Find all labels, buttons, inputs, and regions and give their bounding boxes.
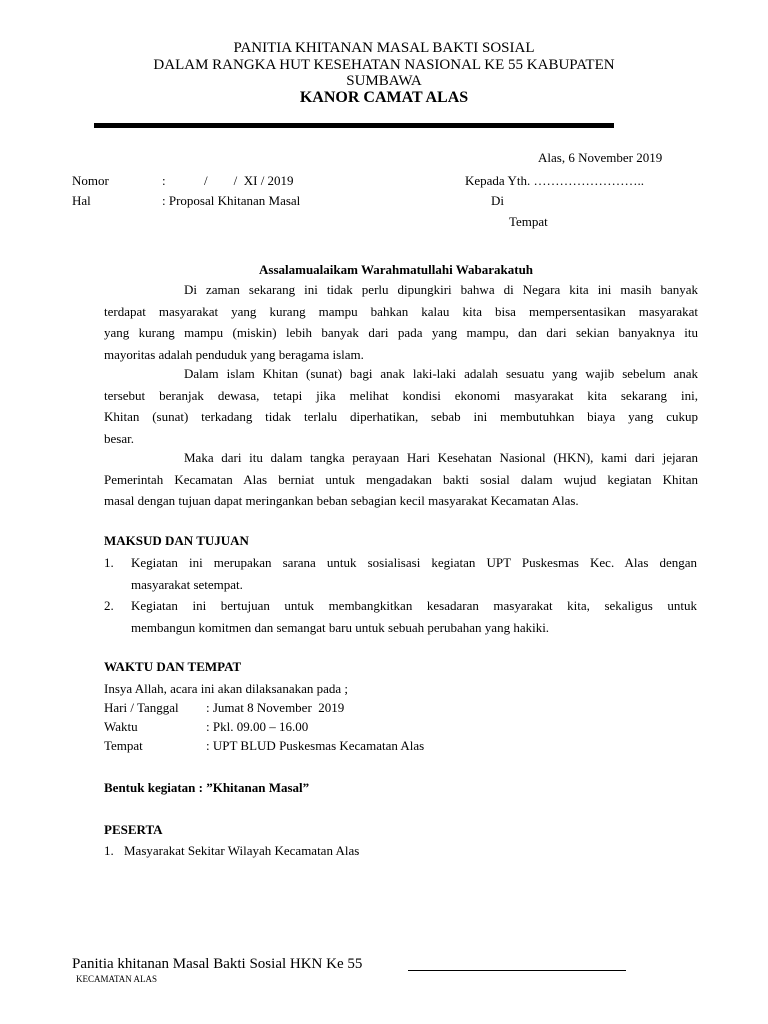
salam-greeting: Assalamualaikam Warahmatullahi Wabarakatuh xyxy=(259,262,534,277)
hal-value: : Proposal Khitanan Masal xyxy=(162,193,301,208)
schedule-label: Hari / Tanggal xyxy=(104,700,179,715)
schedule-value: : Jumat 8 November 2019 xyxy=(206,700,345,715)
paragraph-line: yang kurang mampu (miskin) lebih banyak dari pada yang mampu, dan dari sekian banyaknya itu xyxy=(104,325,698,340)
paragraph-line: Di zaman sekarang ini tidak perlu dipungkiri bahwa di Negara kita ini masih banyak xyxy=(184,282,698,297)
paragraph-line: tersebut beranjak dewasa, tetapi jika melihat kondisi ekonomi masyarakat kita sekarang ini, xyxy=(104,387,698,403)
letterhead-line-2: DALAM RANGKA HUT KESEHATAN NASIONAL KE 55 KABUPATEN xyxy=(153,57,615,73)
nomor-colon: : xyxy=(162,173,166,188)
paragraph-line: besar. xyxy=(104,430,134,446)
list-number: 2. xyxy=(104,598,114,613)
paragraph-line: Pemerintah Kecamatan Alas berniat untuk mengadakan bakti sosial dalam wujud kegiatan Khitan xyxy=(104,471,698,487)
list-item-line: Kegiatan ini bertujuan untuk membangkitkan kesadaran masyarakat kita, sekaligus untuk xyxy=(131,598,697,613)
schedule-value: : UPT BLUD Puskesmas Kecamatan Alas xyxy=(206,738,425,753)
footer-subtitle: KECAMATAN ALAS xyxy=(76,974,158,984)
section-heading-waktu: WAKTU DAN TEMPAT xyxy=(104,659,242,674)
paragraph-line: Dalam islam Khitan (sunat) bagi anak laki-laki adalah sesuatu yang wajib sebelum anak xyxy=(184,366,698,381)
nomor-value: / / XI / 2019 xyxy=(204,173,294,188)
paragraph-line: terdapat masyarakat yang kurang mampu bahkan kalau kita bisa mempersentasikan masyarakat xyxy=(104,303,698,319)
footer-rule xyxy=(408,970,626,971)
list-item-line: Kegiatan ini merupakan sarana untuk sosialisasi kegiatan UPT Puskesmas Kec. Alas dengan xyxy=(131,555,697,570)
letterhead-line-1: PANITIA KHITANAN MASAL BAKTI SOSIAL xyxy=(233,40,535,56)
paragraph-line: mayoritas adalah penduduk yang beragama islam. xyxy=(104,346,364,362)
schedule-label: Waktu xyxy=(104,719,138,734)
section-heading-maksud: MAKSUD DAN TUJUAN xyxy=(104,533,249,548)
paragraph-line: masal dengan tujuan dapat meringankan beban sebagian kecil masyarakat Kecamatan Alas. xyxy=(104,493,579,508)
di-label: Di xyxy=(491,193,504,208)
list-number: 1. xyxy=(104,843,114,858)
letter-date: Alas, 6 November 2019 xyxy=(538,150,663,165)
paragraph-3 xyxy=(104,447,698,512)
kepada-yth: Kepada Yth. …………………….. xyxy=(465,173,644,188)
list-item-maksud-1 xyxy=(131,552,697,595)
letterhead-rule xyxy=(94,123,614,128)
schedule-value: : Pkl. 09.00 – 16.00 xyxy=(206,719,309,734)
nomor-label: Nomor xyxy=(72,173,109,188)
paragraph-2 xyxy=(104,363,698,449)
list-number: 1. xyxy=(104,555,114,570)
peserta-item: Masyarakat Sekitar Wilayah Kecamatan Alas xyxy=(124,843,360,858)
footer-title: Panitia khitanan Masal Bakti Sosial HKN Ke 55 xyxy=(72,956,363,972)
list-item-line: membangun komitmen dan semangat baru untuk sebuah perubahan yang hakiki. xyxy=(131,619,550,635)
bentuk-kegiatan: Bentuk kegiatan : ”Khitanan Masal” xyxy=(104,780,310,795)
section-heading-peserta: PESERTA xyxy=(104,822,163,837)
letterhead-office: KANOR CAMAT ALAS xyxy=(299,89,469,106)
list-item-maksud-2 xyxy=(131,595,697,638)
waktu-intro: Insya Allah, acara ini akan dilaksanakan pada ; xyxy=(104,681,349,696)
hal-label: Hal xyxy=(72,193,91,208)
letterhead-line-3: SUMBAWA xyxy=(346,73,422,89)
tempat-label: Tempat xyxy=(509,214,548,229)
list-item-line: masyarakat setempat. xyxy=(131,576,243,592)
schedule-label: Tempat xyxy=(104,738,143,753)
paragraph-line: Khitan (sunat) terkadang tidak terlalu diperhatikan, sebab ini membutuhkan biaya yang cukup xyxy=(104,409,698,424)
paragraph-1 xyxy=(104,279,698,365)
paragraph-line: Maka dari itu dalam tangka perayaan Hari Kesehatan Nasional (HKN), kami dari jejaran xyxy=(184,450,698,465)
